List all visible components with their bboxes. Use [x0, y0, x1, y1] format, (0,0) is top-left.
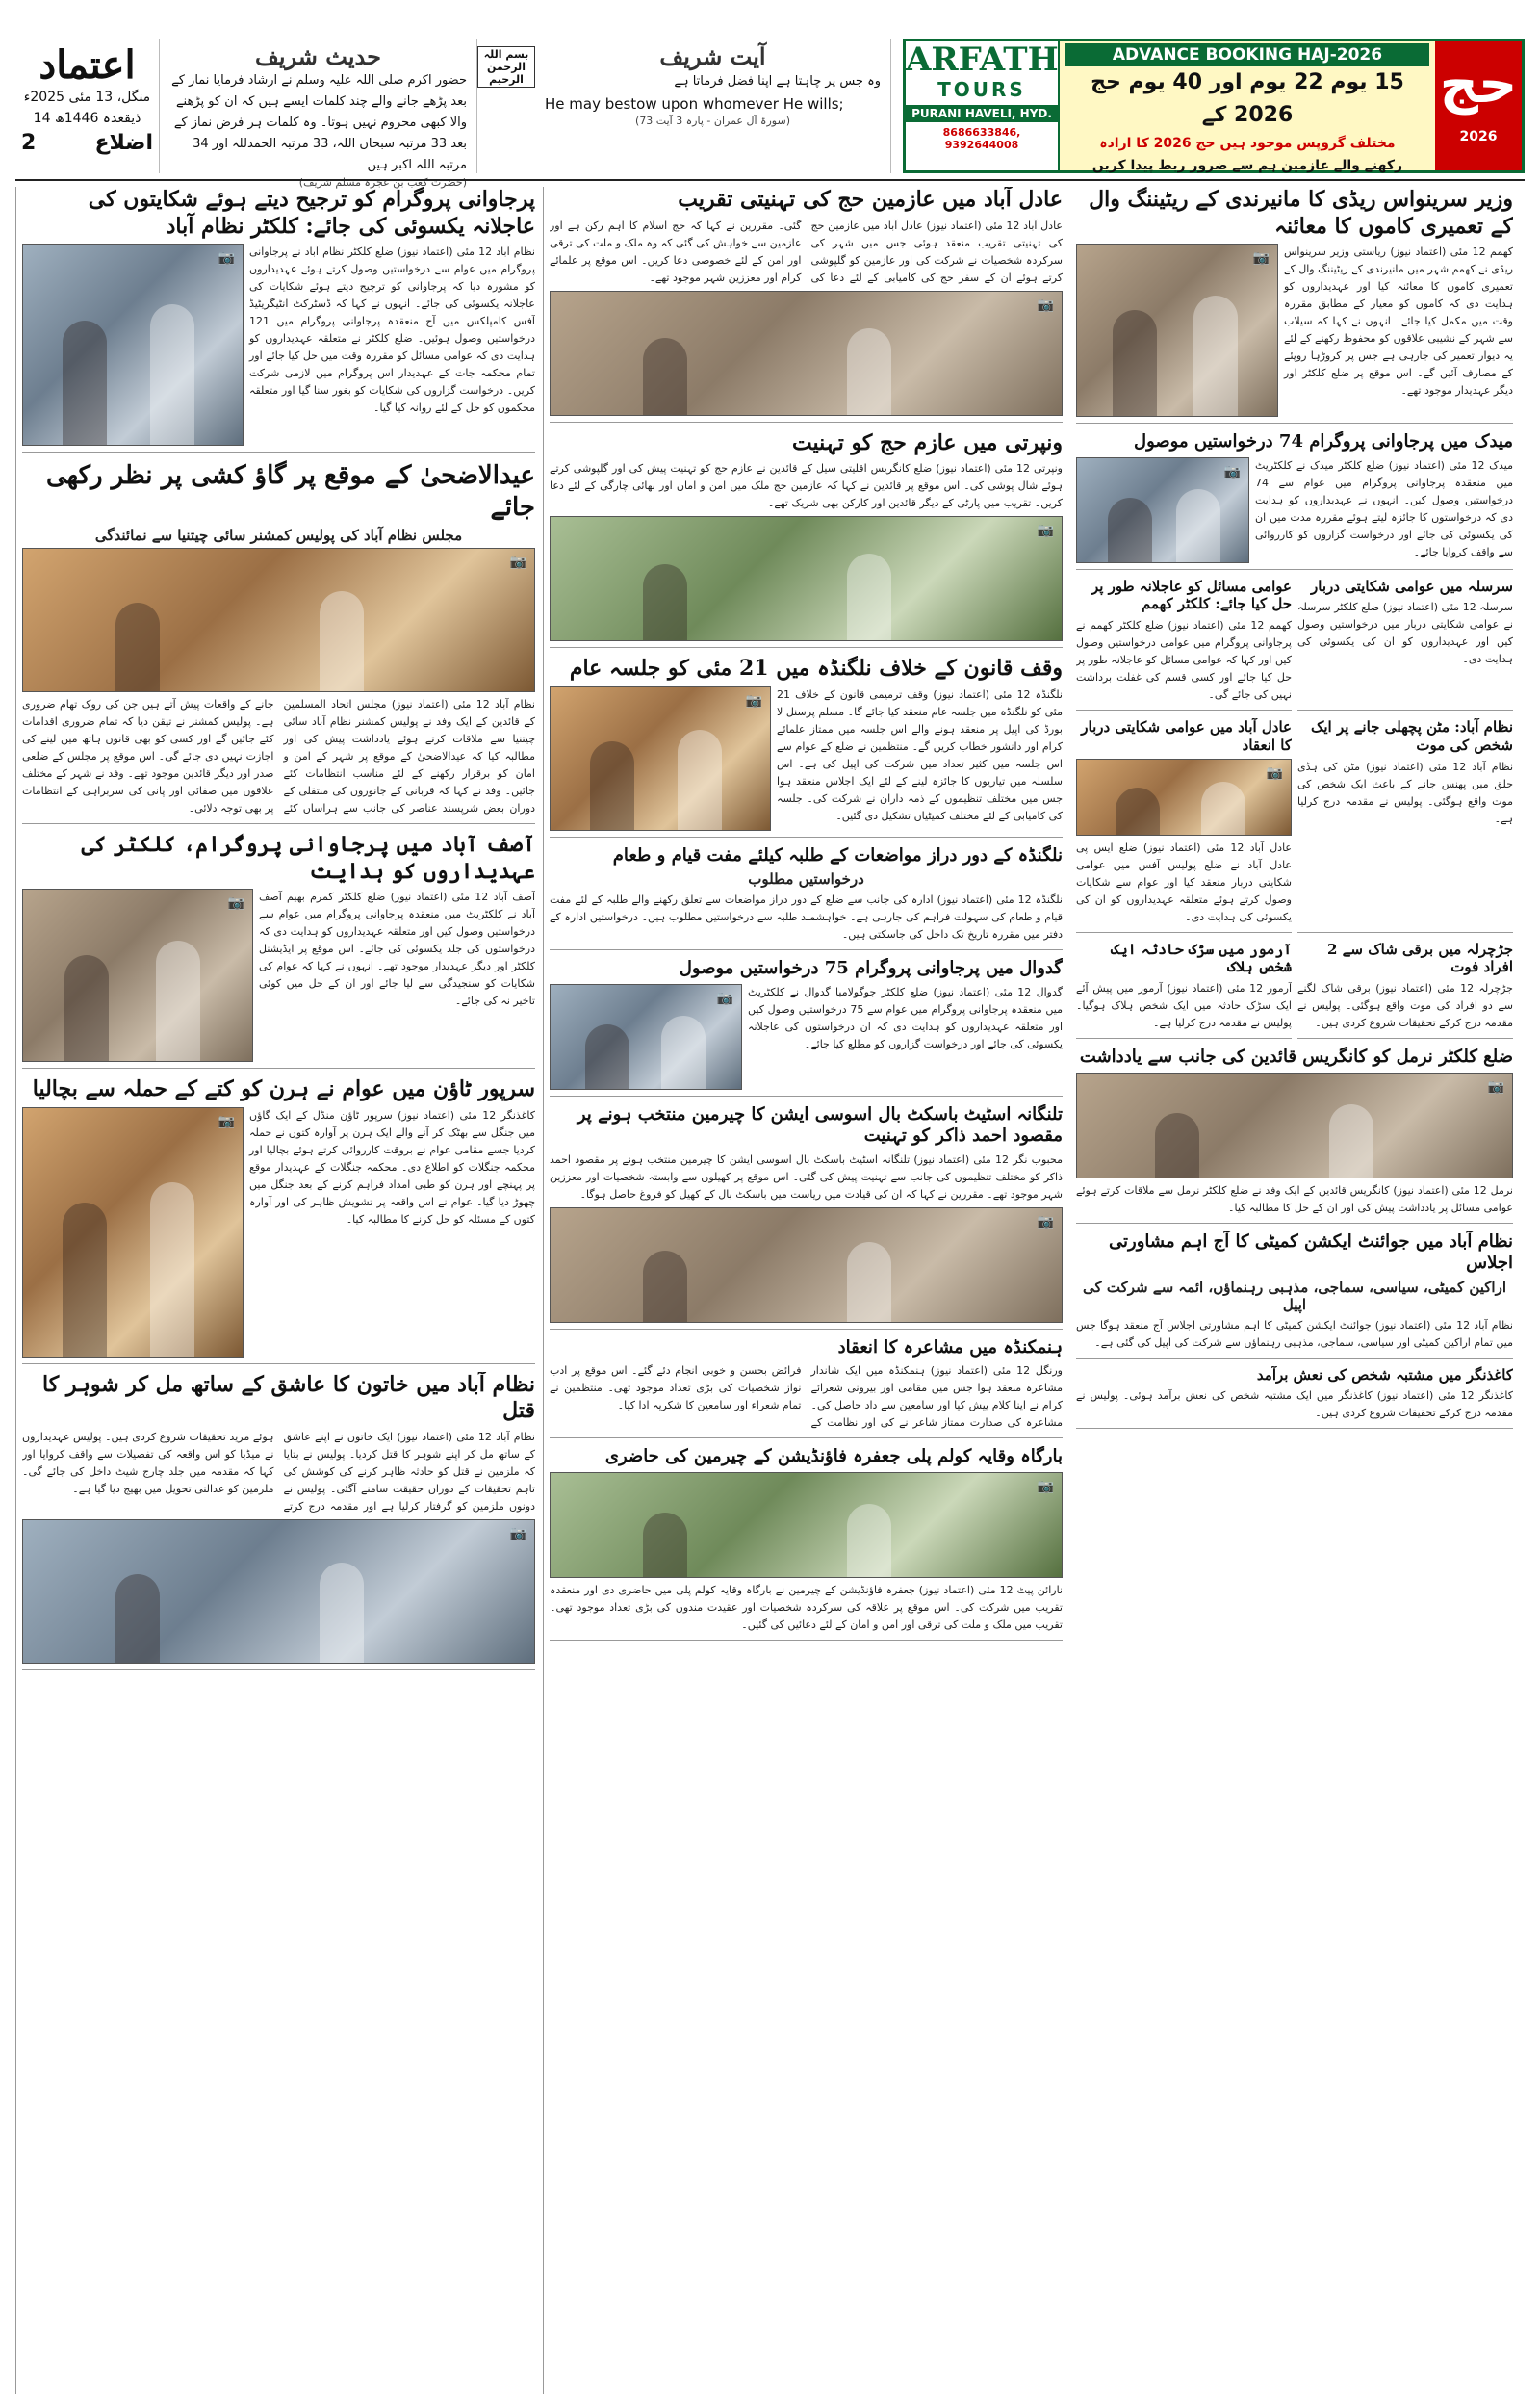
article-body: نرمل 12 مئی (اعتماد نیوز) کانگریس قائدین کے ایک وفد نے ضلع کلکٹر نرمل سے ملاقات کرتے ہوئے عوامی مسائل پر یادداشت پیش کی اور ان کے حل کا مطالبہ کیا۔	[1076, 1183, 1513, 1214]
article-kagaznagar-body-found[interactable]	[1076, 1366, 1513, 1430]
camera-icon: 📷	[1037, 297, 1054, 313]
article-body: عادل آباد 12 مئی (اعتماد نیوز) ضلع ایس پی عادل آباد نے ضلع پولیس آفس میں عوامی شکایتی دربار منعقد کیا اور عوام سے شکایات وصول کرتے ہوئے متعلقہ عہدیداروں کو ان کی یکسوئی کی ہدایت دی۔	[1076, 841, 1292, 923]
newspaper-page	[15, 179, 1525, 2394]
article-subheadline: اراکین کمیٹی، سیاسی، سماجی، مذہبی رہنماؤں، ائمہ سے شرکت کی اپیل	[1082, 1278, 1507, 1313]
masthead	[15, 39, 1525, 189]
article-headline: نظام آباد میں جوائنٹ ایکشن کمیٹی کا آج اہم مشاورتی اجلاس	[1109, 1230, 1513, 1273]
camera-icon: 📷	[509, 555, 526, 570]
article-headline: سرپور ٹاؤن میں عوام نے ہرن کو کتے کے حملہ سے بچالیا	[32, 1076, 535, 1101]
hajj-badge-year: 2026	[1459, 129, 1498, 144]
article-body: ونپرتی 12 مئی (اعتماد نیوز) ضلع کانگریس اقلیتی سیل کے قائدین نے عازم حج کو تہنیت پیش کی اور گلپوشی کرتے ہوئے شال پوشی کی۔ اس موقع پر قائدین نے کہا کہ عازمین حج ملک میں امن و امان اور بھائی چارگی کے لئے دعا کریں۔ تقریب میں پارٹی کے دیگر قائدین اور کارکن بھی شریک تھے۔	[550, 462, 1063, 509]
article-body: کھمم 12 مئی (اعتماد نیوز) ریاستی وزیر سرینواس ریڈی نے کھمم شہر میں مانیرندی کے ریٹیننگ وال کے تعمیری کاموں کا معائنہ کیا اور عہدیداروں کو ہدایت دی کہ کاموں کو معیار کے مطابق مقررہ وقت میں مکمل کیا جائے۔ انہوں نے کہا کہ سیلاب سے شہر کے نشیبی علاقوں کو محفوظ رکھنے کے لئے یہ دیوار تعمیر کی جارہی ہے جس پر کروڑہا روپئے کے مصارف آئیں گے۔ اس موقع پر ضلع کلکٹر اور دیگر عہدیدار موجود تھے۔	[1284, 246, 1513, 397]
camera-icon: 📷	[218, 250, 235, 266]
camera-icon: 📷	[1037, 523, 1054, 538]
camera-icon: 📷	[1223, 463, 1241, 479]
camera-icon: 📷	[716, 990, 733, 1006]
ayat-title: آیت شریف	[659, 42, 766, 70]
article-photo	[550, 516, 1063, 641]
article-body: محبوب نگر 12 مئی (اعتماد نیوز) تلنگانہ اسٹیٹ باسکٹ بال اسوسی ایشن کا چیرمین منتخب ہونے پر مقصود احمد ذاکر کو مختلف تنظیموں کی جانب سے تہنیت پیش کی گئی۔ اس موقع پر کھیلوں سے وابستہ شخصیات اور معززین شہر موجود تھے۔ مقررین نے کہا کہ ان کی قیادت میں ریاست میں باسکٹ بال کے کھیل کو فروغ حاصل ہوگا۔	[550, 1152, 1063, 1201]
article-headline: نظام آباد میں خاتون کا عاشق کے ساتھ مل کر شوہر کا قتل	[42, 1371, 535, 1423]
article-photo	[550, 984, 742, 1090]
hijri-date: 14 ذیقعدہ 1446ھ	[33, 111, 141, 126]
article-headline: وزیر سرینواس ریڈی کا مانیرندی کے ریٹیننگ وال کے تعمیری کاموں کا معائنہ	[1089, 187, 1513, 239]
article-headline: ونپرتی میں عازم حج کو تہنیت	[791, 429, 1063, 455]
article-body: نظام آباد 12 مئی (اعتماد نیوز) مجلس اتحاد المسلمین کے قائدین کے ایک وفد نے پولیس کمشنر نظام آباد سائی چیتنیا سے ملاقات کرتے ہوئے یادداشت پیش کی اور مطالبہ کیا کہ عیدالاضحیٰ کے موقع پر شہر کے امن و امان کو برقرار رکھنے کے لئے مناسب انتظامات کئے جائیں۔ وفد نے کہا کہ قربانی کے جانوروں کی منتقلی کے دوران بعض شرپسند عناصر کی جانب سے ہراساں کئے جانے کے واقعات پیش آتے ہیں جن کی روک تھام ضروری ہے۔ پولیس کمشنر نے تیقن دیا کہ تمام ضروری اقدامات کئے جائیں گے اور کسی کو بھی قانون ہاتھ میں لینے کی اجازت نہیں دی جائے گی۔ اس موقع پر مجلس کے ضلعی صدر اور دیگر قائدین موجود تھے۔ وفد نے شہر کے مختلف علاقوں میں صفائی اور پانی کی سربراہی کے انتظامات پر بھی توجہ دلائی۔	[22, 698, 535, 815]
brief-row-1	[1076, 578, 1513, 712]
article-adilabad-hajj-felicitation[interactable]	[550, 187, 1063, 423]
article-photo	[22, 1107, 244, 1358]
article-body: نلگنڈہ 12 مئی (اعتماد نیوز) وقف ترمیمی قانون کے خلاف 21 مئی کو نلگنڈہ میں جلسہ عام منعقد کیا جائے گا۔ مسلم پرسنل لا بورڈ کی اپیل پر منعقد ہونے والے اس جلسہ میں ممتاز علمائے کرام اور دانشور خطاب کریں گے۔ منتظمین نے ضلع کے عوام سے اس جلسہ میں کثیر تعداد میں شرکت کی اپیل کی ہے۔ اس سلسلہ میں تیاریوں کا جائزہ لینے کے لئے ایک اجلاس منعقد ہوا جس میں مختلف تنظیموں کے ذمہ داران نے شرکت کی۔ جلسہ کی کامیابی کے لئے مختلف کمیٹیاں تشکیل دی گئیں۔	[777, 687, 1063, 822]
bismillah-text: بسم اللہ الرحمن الرحیم	[477, 46, 535, 88]
advert-sub: مختلف گروپس موجود ہیں حج 2026 کا ارادہ	[1099, 136, 1396, 151]
ayat-box	[535, 39, 891, 173]
hadith-box	[160, 39, 477, 189]
advert-logo: ARFATH	[906, 40, 1059, 79]
camera-icon: 📷	[509, 1525, 526, 1541]
hadith-title: حدیث شریف	[255, 42, 381, 70]
column-left	[1070, 187, 1513, 2394]
article-body: جڑچرلہ 12 مئی (اعتماد نیوز) برقی شاک لگنے سے دو افراد کی موت واقع ہوگئی۔ پولیس نے مقدمہ درج کرکے تحقیقات شروع کردی ہیں۔	[1297, 982, 1513, 1029]
article-photo	[1076, 759, 1292, 836]
article-body: میدک 12 مئی (اعتماد نیوز) ضلع کلکٹر میدک نے کلکٹریٹ میں منعقدہ پرجاوانی پروگرام میں عوام سے 74 درخواستیں وصول کیں۔ انہوں نے عہدیداروں کو ہدایت دی کہ درخواستوں کا جائزہ لیتے ہوئے مقررہ مدت میں ان کی یکسوئی کی جائے اور درخواست گزاروں کو کارروائی سے واقف کروایا جائے۔	[1255, 458, 1513, 558]
article-wanaparthy-hajj[interactable]	[550, 430, 1063, 649]
article-body: عادل آباد 12 مئی (اعتماد نیوز) عادل آباد میں عازمین حج کی تہنیتی تقریب منعقد ہوئی جس میں شہر کی سرکردہ شخصیات نے شرکت کی اور عازمین کو گلپوشی کرتے ہوئے ان کے سفر حج کی کامیابی کے لئے دعا کی گئی۔ مقررین نے کہا کہ حج اسلام کا اہم رکن ہے اور عازمین سے خواہش کی گئی کہ وہ ملک و ملت کی ترقی اور امن کے لئے خصوصی دعا کریں۔ اس موقع پر علمائے کرام اور معززین شہر موجود تھے۔	[550, 219, 1063, 284]
camera-icon: 📷	[218, 1113, 235, 1129]
article-jafra-foundation[interactable]	[550, 1446, 1063, 1641]
newspaper-logo: اعتماد	[38, 42, 136, 88]
article-body: آرمور 12 مئی (اعتماد نیوز) آرمور میں پیش آئے ایک سڑک حادثہ میں ایک شخص ہلاک ہوگیا۔ پولیس نے مقدمہ درج کرلیا ہے۔	[1076, 982, 1292, 1029]
article-nirmal-memorandum[interactable]	[1076, 1047, 1513, 1224]
article-photo	[22, 889, 253, 1062]
article-body: نظام آباد 12 مئی (اعتماد نیوز) ضلع کلکٹر نظام آباد نے پرجاوانی پروگرام میں عوام سے درخواستیں وصول کرتے ہوئے عہدیداروں کو مشورہ دیا کہ پرجاوانی کو ترجیح دیتے ہوئے شکایات کی عاجلانہ یکسوئی کی جائے۔ انہوں نے کہا کہ ڈسٹرکٹ انٹیگریٹیڈ آفس کامپلکس میں آج منعقدہ پرجاوانی پروگرام میں 121 درخواستیں وصول ہوئیں۔ ضلع کلکٹر نے متعلقہ عہدیداروں کو ہدایت دی کہ عوامی مسائل کو مقررہ وقت میں حل کیا جائے اور تمام محکمہ جات کے عہدیدار اس پروگرام میں لازمی شرکت کریں۔ درخواست گزاروں کی شکایات کو بغور سنا گیا اور متعلقہ محکموں کو حل کے لئے روانہ کیا گیا۔	[249, 246, 535, 414]
article-body: نظام آباد 12 مئی (اعتماد نیوز) جوائنٹ ایکشن کمیٹی کا اہم مشاورتی اجلاس آج منعقد ہوگا جس میں تمام اراکین کمیٹی اور سیاسی، سماجی، مذہبی رہنماؤں سے شرکت کی اپیل کی گئی ہے۔	[1076, 1318, 1513, 1349]
camera-icon: 📷	[1266, 764, 1283, 781]
ayat-reference: (سورۃ آل عمران - پارہ 3 آیت 73)	[635, 115, 790, 127]
hajj-badge	[1435, 41, 1522, 170]
article-photo	[1076, 244, 1278, 417]
article-subheadline: درخواستیں مطلوب	[748, 870, 864, 888]
article-jac-meeting[interactable]	[1076, 1231, 1513, 1359]
article-headline: نلگنڈہ کے دور دراز مواضعات کے طلبہ کیلئے مفت قیام و طعام	[612, 844, 1063, 866]
article-body: آصف آباد 12 مئی (اعتماد نیوز) ضلع کلکٹر کمرم بھیم آصف آباد نے کلکٹریٹ میں منعقدہ پرجاوانی پروگرام میں عوام سے درخواستیں وصول کیں اور متعلقہ عہدیداروں کو ہدایت دی کہ درخواستوں کی جلد یکسوئی کی جائے۔ اس موقع پر ایڈیشنل کلکٹر اور دیگر عہدیدار موجود تھے۔ انہوں نے کہا کہ عوام کی شکایات کو سنجیدگی سے لیا جائے اور ان کے حل میں کوئی تاخیر نہ کی جائے۔	[259, 891, 535, 1007]
camera-icon: 📷	[227, 895, 244, 911]
article-subheadline: مجلس نظام آباد کی پولیس کمشنر سائی چیتنیا سے نمائندگی	[94, 527, 463, 544]
article-headline: عوامی مسائل کو عاجلانہ طور پر حل کیا جائے: کلکٹر کھمم	[1091, 577, 1292, 613]
hajj-badge-text: حج	[1439, 53, 1518, 116]
article-headline: ضلع کلکٹر نرمل کو کانگریس قائدین کی جانب سے یادداشت	[1079, 1047, 1513, 1067]
article-headline: سرسلہ میں عوامی شکایتی دربار	[1311, 577, 1513, 595]
article-headline: کاغذنگر میں مشتبہ شخص کی نعش برآمد	[1256, 1365, 1513, 1384]
article-photo	[550, 686, 771, 831]
hajj-tour-advert[interactable]	[903, 39, 1525, 173]
article-murder-case[interactable]	[22, 1372, 535, 1670]
article-hanamkonda-mushaira[interactable]	[550, 1337, 1063, 1439]
article-minister-retaining-wall[interactable]	[1076, 187, 1513, 424]
brief-row-2	[1076, 718, 1513, 933]
article-headline: عادل آباد میں عوامی شکایتی دربار کا انعقاد	[1081, 718, 1292, 754]
article-headline: جڑچرلہ میں برقی شاک سے 2 افراد فوت	[1326, 940, 1513, 976]
article-nalgonda-students[interactable]	[550, 845, 1063, 951]
camera-icon: 📷	[1252, 250, 1270, 266]
article-photo	[550, 291, 1063, 416]
article-headline: پرجاوانی پروگرام کو ترجیح دیتے ہوئے شکایتوں کی عاجلانہ یکسوئی کی جائے: کلکٹر نظام آباد	[88, 187, 535, 239]
camera-icon: 📷	[1037, 1213, 1054, 1229]
article-headline: وقف قانون کے خلاف نلگنڈہ میں 21 مئی کو جلسہ عام	[569, 656, 1063, 681]
camera-icon: 📷	[1037, 1478, 1054, 1494]
edition-name: اضلاع	[94, 131, 153, 155]
article-waqf-law-meeting[interactable]	[550, 656, 1063, 838]
advert-phone: 8686633846, 9392644008	[942, 126, 1021, 151]
article-mutton-bone-death[interactable]	[1297, 718, 1513, 933]
issue-date: منگل، 13 مئی 2025ء	[23, 90, 151, 105]
ayat-english: He may bestow upon whomever He wills;	[545, 95, 844, 113]
article-medak-prajavani[interactable]	[1076, 431, 1513, 570]
advert-headline: ADVANCE BOOKING HAJ-2026	[1065, 43, 1429, 66]
article-electric-shock[interactable]	[1297, 941, 1513, 1040]
article-nizamabad-prajavani[interactable]	[22, 187, 535, 453]
article-headline: نظام آباد: مٹن پچھلی جانے پر ایک شخص کی موت	[1310, 718, 1513, 754]
article-body: سرسلہ 12 مئی (اعتماد نیوز) ضلع کلکٹر سرسلہ نے عوامی شکایتی دربار میں درخواستیں وصول کیں اور عہدیداروں کو ان کی یکسوئی کی ہدایت دی۔	[1297, 601, 1513, 666]
article-deer-rescue[interactable]	[22, 1076, 535, 1364]
bismillah-box	[477, 39, 535, 173]
newspaper-brand	[15, 39, 160, 173]
advert-location: PURANI HAVELI, HYD.	[906, 105, 1058, 122]
article-body: کاغذنگر 12 مئی (اعتماد نیوز) کاغذنگر میں ایک مشتبہ شخص کی نعش برآمد ہوئی۔ پولیس نے مقدمہ درج کرکے تحقیقات شروع کردی ہیں۔	[1076, 1389, 1513, 1420]
article-body: گدوال 12 مئی (اعتماد نیوز) ضلع کلکٹر جوگولامبا گدوال نے کلکٹریٹ میں منعقدہ پرجاوانی پروگرام میں عوام سے 75 درخواستیں وصول کیں اور متعلقہ عہدیداروں کو ہدایت دی کہ ان درخواستوں کی عاجلانہ یکسوئی کی جائے اور درخواست گزاروں کو مطلع کیا جائے۔	[748, 985, 1063, 1050]
article-headline: آصف آباد میں پرجاوانی پروگرام، کلکٹر کی عہدیداروں کو ہدایت	[81, 832, 535, 884]
advert-brand	[906, 41, 1060, 170]
advert-tours: TOURS	[937, 78, 1026, 101]
advert-text	[1060, 41, 1435, 173]
article-headline: میدک میں پرجاوانی پروگرام 74 درخواستیں موصول	[1134, 431, 1513, 452]
article-headline: عادل آباد میں عازمین حج کی تہنیتی تقریب	[678, 187, 1063, 212]
camera-icon: 📷	[1487, 1078, 1504, 1095]
ayat-urdu: وہ جس پر چاہتا ہے اپنا فضل فرماتا ہے	[674, 74, 881, 89]
article-basketball-association[interactable]	[550, 1104, 1063, 1330]
article-body: ورنگل 12 مئی (اعتماد نیوز) ہنمکنڈہ میں ایک شاندار مشاعرہ منعقد ہوا جس میں مقامی اور بیرونی شعرائے کرام نے اپنا کلام پیش کیا اور سامعین سے داد حاصل کی۔ مشاعرہ کی صدارت ممتاز شاعر نے کی اور نظامت کے فرائض بحسن و خوبی انجام دئے گئے۔ اس موقع پر ادب نواز شخصیات کی بڑی تعداد موجود تھی۔ منتظمین نے تمام شعراء اور سامعین کا شکریہ ادا کیا۔	[550, 1364, 1063, 1429]
article-photo	[22, 1519, 535, 1664]
article-asifabad-prajavani[interactable]	[22, 832, 535, 1069]
article-photo	[550, 1472, 1063, 1578]
article-adilabad-darbar[interactable]	[1076, 718, 1292, 933]
article-headline: ہنمکنڈہ میں مشاعرہ کا انعقاد	[837, 1336, 1063, 1358]
article-photo	[550, 1207, 1063, 1323]
article-headline: بارگاہ وقایہ کولم پلی جعفرہ فاؤنڈیشن کے چیرمین کی حاضری	[604, 1446, 1063, 1466]
advert-line: رکھنے والے عازمین ہم سے ضرور ربط پیدا کریں	[1091, 158, 1403, 173]
brief-row-3	[1076, 941, 1513, 1040]
column-middle	[543, 187, 1063, 2394]
article-headline: آرمور میں سڑک حادثہ ایک شخص ہلاک	[1111, 940, 1292, 976]
page-number: 2	[21, 131, 37, 155]
article-body: نارائن پیٹ 12 مئی (اعتماد نیوز) جعفرہ فاؤنڈیشن کے چیرمین نے بارگاہ وقایہ کولم پلی میں حاضری دی اور منعقدہ تقریب میں شرکت کی۔ اس موقع پر علاقہ کی سرکردہ شخصیات اور عقیدت مندوں کی بڑی تعداد موجود تھی۔ تقریب میں ملک و ملت کی ترقی اور امن و امان کے لئے دعائیں کی گئیں۔	[550, 1583, 1063, 1631]
article-photo	[1076, 1073, 1513, 1178]
article-photo	[22, 548, 535, 692]
article-armoor-accident[interactable]	[1076, 941, 1292, 1040]
article-body: نظام آباد 12 مئی (اعتماد نیوز) مٹن کی ہڈی حلق میں پھنس جانے کے باعث ایک شخص کی موت واقع ہوگئی۔ پولیس نے مقدمہ درج کرلیا ہے۔	[1297, 760, 1513, 825]
hadith-text: حضور اکرم صلی اللہ علیہ وسلم نے ارشاد فرمایا نماز کے بعد پڑھے جانے والے چند کلمات ایسے ہیں کہ ان کو پڑھنے والا کبھی محروم نہیں ہوتا۔ وہ کلمات ہر فرض نماز کے بعد 33 مرتبہ سبحان اللہ، 33 مرتبہ الحمدللہ اور 34 مرتبہ اللہ اکبر ہیں۔	[171, 73, 467, 172]
article-headline: عیدالاضحیٰ کے موقع پر گاؤ کشی پر نظر رکھی جائے	[45, 461, 535, 522]
camera-icon: 📷	[745, 692, 762, 709]
hadith-reference: (حضرت کعب بن عجرہ مسلم شریف)	[298, 176, 467, 189]
article-headline: گدوال میں پرجاوانی پروگرام 75 درخواستیں موصول	[679, 958, 1063, 978]
article-photo	[22, 244, 244, 446]
article-body: نظام آباد 12 مئی (اعتماد نیوز) ایک خاتون نے اپنے عاشق کے ساتھ مل کر اپنے شوہر کا قتل کردیا۔ پولیس نے بتایا کہ ملزمین نے قتل کو حادثہ ظاہر کرنے کی کوشش کی تاہم تحقیقات کے دوران حقیقت سامنے آگئی۔ پولیس نے دونوں ملزمین کو گرفتار کرلیا ہے اور مقدمہ درج کرتے ہوئے مزید تحقیقات شروع کردی ہیں۔ پولیس عہدیداروں نے میڈیا کو اس واقعہ کی تفصیلات سے واقف کروایا اور کہا کہ مقدمہ میں جلد چارج شیٹ داخل کی جائے گی۔ ملزمین کو عدالتی تحویل میں بھیج دیا گیا ہے۔	[22, 1430, 535, 1513]
column-right	[15, 187, 535, 2394]
article-khammam-collector[interactable]	[1076, 578, 1292, 712]
article-body: کاغذنگر 12 مئی (اعتماد نیوز) سرپور ٹاؤن منڈل کے ایک گاؤں میں جنگل سے بھٹک کر آنے والے ایک ہرن پر آوارہ کتوں نے حملہ کردیا جسے مقامی عوام نے بروقت کارروائی کرتے ہوئے بچالیا اور محکمہ جنگلات کو اطلاع دی۔ محکمہ جنگلات کے عہدیدار موقع پر پہنچے اور ہرن کو طبی امداد فراہم کرنے کے بعد جنگل میں چھوڑ دیا گیا۔ عوام نے اس واقعہ پر تشویش ظاہر کی اور آوارہ کتوں کے مسئلہ کو حل کرنے کا مطالبہ کیا۔	[249, 1108, 535, 1226]
article-eid-cow-slaughter[interactable]	[22, 460, 535, 824]
article-photo	[1076, 457, 1249, 563]
article-body: کھمم 12 مئی (اعتماد نیوز) ضلع کلکٹر کھمم نے پرجاوانی پروگرام میں عوامی درخواستیں وصول کیں اور کہا کہ عوامی مسائل کو عاجلانہ طور پر حل کیا جائے اور کسی قسم کی غفلت برداشت نہیں کی جائے گی۔	[1076, 619, 1292, 701]
advert-offer: 15 یوم 22 یوم اور 40 یوم حج 2026 کے	[1091, 70, 1404, 127]
article-gadwal-prajavani[interactable]	[550, 958, 1063, 1097]
article-headline: تلنگانہ اسٹیٹ باسکٹ بال اسوسی ایشن کا چیرمین منتخب ہونے پر مقصود احمد ذاکر کو تہنیت	[577, 1103, 1063, 1146]
article-body: نلگنڈہ 12 مئی (اعتماد نیوز) ادارہ کی جانب سے ضلع کے دور دراز مواضعات سے تعلق رکھنے والے طلبہ کے لئے مفت قیام و طعام کی سہولت فراہم کی جارہی ہے۔ خواہشمند طلبہ سے درخواستیں مطلوب ہیں۔ درخواستیں ادارہ کے دفتر میں مقررہ تاریخ تک داخل کی جاسکتی ہیں۔	[550, 893, 1063, 941]
article-sircilla-darbar[interactable]	[1297, 578, 1513, 712]
